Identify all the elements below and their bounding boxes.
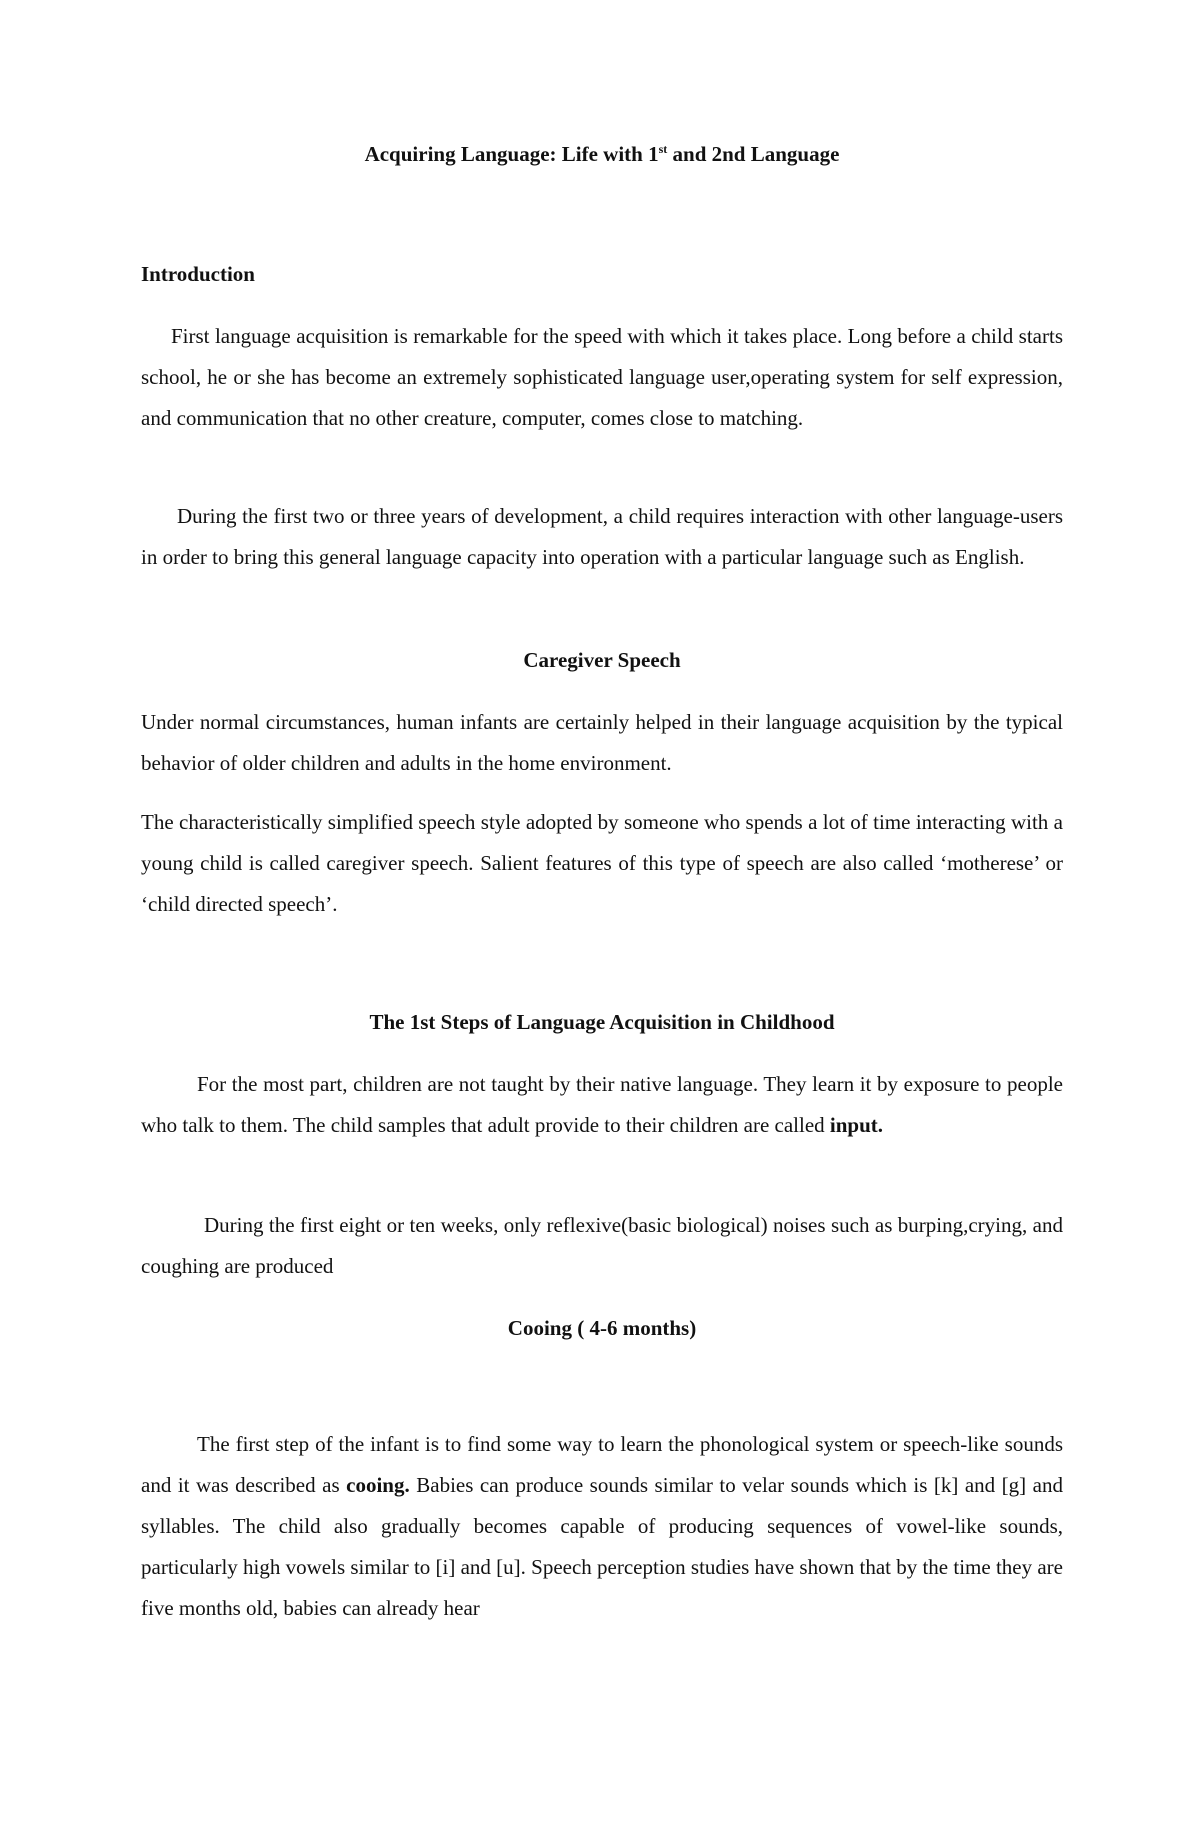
cooing-text-before: The first step of the infant is to find some way to learn the phonological system or speech-like sounds and it was described as — [141, 1432, 1063, 1497]
paragraph-caregiver-1: Under normal circumstances, human infants are certainly helped in their language acquisition by the typical behavior of older children and adults in the home environment. — [141, 710, 1063, 775]
heading-cooing: Cooing ( 4-6 months) — [507, 1316, 697, 1340]
paragraph-introduction-2: During the first two or three years of development, a child requires interaction with other language-users in order to bring this general language capacity into operation with a particular language such as English. — [141, 504, 1063, 569]
paragraph-cooing-1 — [141, 1424, 1063, 1629]
paragraph-first-steps-1 — [141, 1064, 1063, 1146]
title-superscript: st — [658, 142, 668, 156]
heading-first-steps: The 1st Steps of Language Acquisition in Childhood — [369, 1010, 835, 1034]
paragraph-first-steps-2: During the first eight or ten weeks, only reflexive(basic biological) noises such as burping,crying, and coughing are produced — [141, 1213, 1063, 1278]
heading-introduction: Introduction — [141, 262, 255, 286]
term-cooing: cooing. — [346, 1473, 410, 1497]
paragraph-caregiver-2: The characteristically simplified speech style adopted by someone who spends a lot of time interacting with a young child is called caregiver speech. Salient features of this type of speech are also called ‘motherese’ or ‘child directed speech’. — [141, 810, 1063, 916]
first-steps-text: For the most part, children are not taught by their native language. They learn it by exposure to people who talk to them. The child samples that adult provide to their children are called — [141, 1072, 1063, 1137]
title-prefix: Acquiring Language: Life with 1 — [364, 142, 659, 166]
document-title — [141, 142, 1063, 167]
title-suffix: and 2nd Language — [667, 142, 840, 166]
term-input: input. — [829, 1113, 884, 1137]
paragraph-introduction-1: First language acquisition is remarkable for the speed with which it takes place. Long before a child starts school, he or she has become an extremely sophisticated language user,operating system for self expression, and communication that no other creature, computer, comes close to matching. — [141, 324, 1063, 430]
heading-caregiver-speech: Caregiver Speech — [523, 648, 681, 672]
cooing-text-after: Babies can produce sounds similar to velar sounds which is [k] and [g] and syllables. The child also gradually becomes capable of producing sequences of vowel-like sounds, particularly high vowels similar to [i] and [u]. Speech perception studies have shown that by the time they are five months old, babies can already hear — [141, 1473, 1063, 1620]
